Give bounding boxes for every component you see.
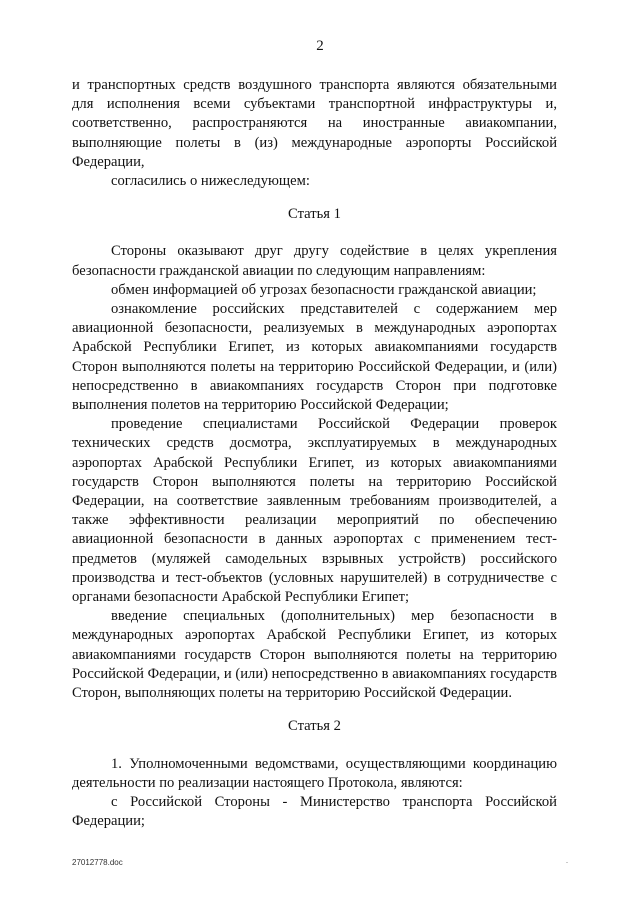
article-2-heading: Статья 2 xyxy=(288,718,341,735)
document-file-code: 27012778.doc xyxy=(72,858,123,867)
article-2-russian-side: с Российской Стороны - Министерство транспорта Российской Федерации; xyxy=(72,793,557,830)
paragraph-continuation: и транспортных средств воздушного транспорта являются обязательными для исполнения всеми субъектами транспортной инфраструктуры и, соответственно, распространяются на иностранные авиакомпании, выполняющие полеты в (из) международные аэропорты Российской Федерации, xyxy=(72,77,557,170)
article-1-intro: Стороны оказывают друг другу содействие в целях укрепления безопасности гражданской авиации по следующим направлениям: xyxy=(72,243,557,279)
document-body xyxy=(72,76,557,831)
article-1-item-familiarization: ознакомление российских представителей с содержанием мер авиационной безопасности, реализуемых в международных аэропортах Арабской Республики Египет, из которых авиакомпаниями государств Сторон выполняются полеты на территорию Российской Федерации, и (или) непосредственно в авиакомпаниях государств Сторон при подготовке выполнения полетов на территорию Российской Федерации; xyxy=(72,301,557,414)
page-number: 2 xyxy=(316,38,324,54)
article-1-item-inspections: проведение специалистами Российской Федерации проверок технических средств досмотра, эксплуатируемых в международных аэропортах Арабской Республики Египет, из которых авиакомпаниями государств Сторон выполняются полеты на территорию Российской Федерации, на соответствие заявленным требованиям производителей, а также эффективности реализации мероприятий по обеспечению авиационной безопасности в данных аэропортах с применением тест-предметов (муляжей самодельных взрывных устройств) российского производства и тест-объектов (условных нарушителей) в сотрудничестве с органами безопасности Арабской Республики Египет; xyxy=(72,416,557,606)
article-1-item-special-measures: введение специальных (дополнительных) мер безопасности в международных аэропортах Арабской Республики Египет, из которых авиакомпаниями государств Сторон выполняются полеты на территорию Российской Федерации, и (или) непосредственно в авиакомпаниях государств Сторон, выполняющих полеты на территорию Российской Федерации. xyxy=(72,608,557,702)
article-2-clause-1: 1. Уполномоченными ведомствами, осуществляющими координацию деятельности по реализации настоящего Протокола, являются: xyxy=(72,755,557,791)
paragraph-agreed: согласились о нижеследующем: xyxy=(111,173,310,190)
article-1-item-info-exchange: обмен информацией об угрозах безопасности гражданской авиации; xyxy=(111,281,537,298)
article-1-heading: Статья 1 xyxy=(288,206,341,223)
corner-mark: . xyxy=(566,856,568,865)
